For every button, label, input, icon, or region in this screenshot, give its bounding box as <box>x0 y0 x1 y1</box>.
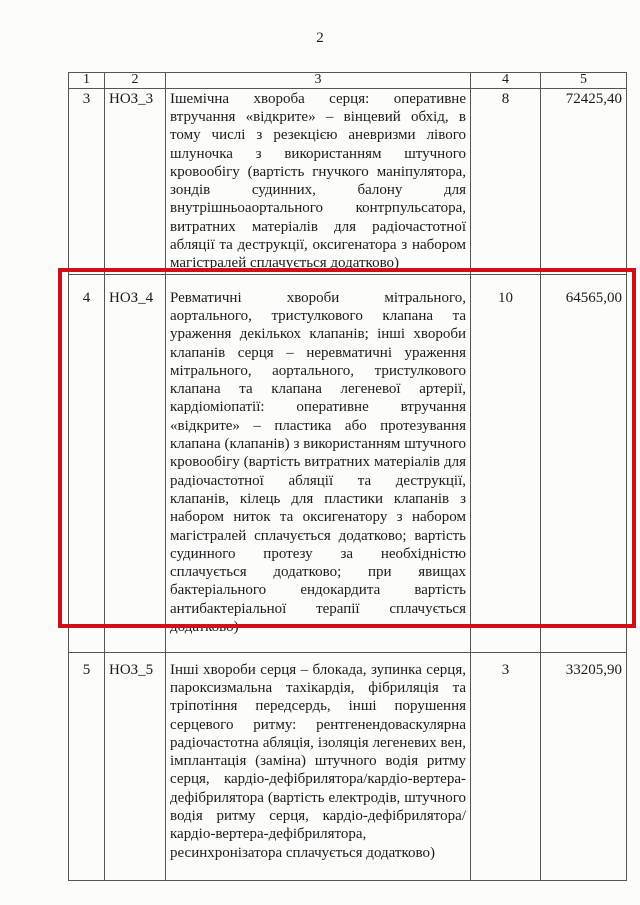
row-description-cell: Ревматичні хвороби мітрального, аортального, тристулкового клапана та ураження декількох клапанів; інші хвороби клапанів серця – неревматичні ураження мітрального, аортального, тристулкового клапана та клапана легеневої артерії, кардіоміопатії: оперативне втручання «відкрите» – пластика або протезування клапана (клапанів) з використанням штучного кровообігу (вартість витратних матеріалів для радіочастотної абляції та деструкції, клапанів, кілець для пластики клапанів з набором ниток та оксигенатору з набором магістралей сплачується додатково; вартість судинного протезу за необхідністю сплачується додатково; при явищах бактеріального ендокардита вартість антибактеріальної терапії сплачується додатково) <box>166 274 471 652</box>
row-description-cell: Ішемічна хвороба серця: оперативне втручання «відкрите» – вінцевий обхід, в тому числі з резекцією аневризми лівого шлуночка з використанням штучного кровообігу (вартість гнучкого маніпулятора, зондів судинних, балону для внутрішньоаортального контрпульсатора, витратних матеріалів для радіочастотної абляції та деструкції, оксигенатора з набором магістралей сплачується додатково) <box>166 88 471 274</box>
table-row <box>69 274 627 652</box>
row-code-cell: НОЗ_5 <box>105 652 166 880</box>
row-number-cell: 5 <box>69 652 105 880</box>
row-price-cell: 72425,40 <box>541 88 627 274</box>
row-days-cell: 8 <box>471 88 541 274</box>
row-code-cell: НОЗ_4 <box>105 274 166 652</box>
page-number: 2 <box>316 30 324 46</box>
header-cell-2: 2 <box>105 73 166 89</box>
header-cell-5: 5 <box>541 73 627 89</box>
row-price-cell: 64565,00 <box>541 274 627 652</box>
row-description-cell: Інші хвороби серця – блокада, зупинка серця, пароксизмальна тахікардія, фібриляція та тріпотіння передсердь, інші порушення серцевого ритму: рентгенендоваскулярна радіочастотна абляція, ізоляція легеневих вен, імплантація (заміна) штучного водія ритму серця, кардіо-дефібрилятора/кардіо-вертера-дефібрилятора (вартість електродів, штучного водія ритму серця, кардіо-дефібрилятора/кардіо-вертера-дефібрилятора, ресинхронізатора сплачується додатково) <box>166 652 471 880</box>
row-days-cell: 3 <box>471 652 541 880</box>
header-cell-3: 3 <box>166 73 471 89</box>
table-row <box>69 652 627 880</box>
table-header-row <box>69 73 627 89</box>
header-cell-4: 4 <box>471 73 541 89</box>
row-code-cell: НОЗ_3 <box>105 88 166 274</box>
header-cell-1: 1 <box>69 73 105 89</box>
row-number-cell: 3 <box>69 88 105 274</box>
row-number-cell: 4 <box>69 274 105 652</box>
row-price-cell: 33205,90 <box>541 652 627 880</box>
row-days-cell: 10 <box>471 274 541 652</box>
tariff-table <box>68 72 627 881</box>
table-row <box>69 88 627 274</box>
